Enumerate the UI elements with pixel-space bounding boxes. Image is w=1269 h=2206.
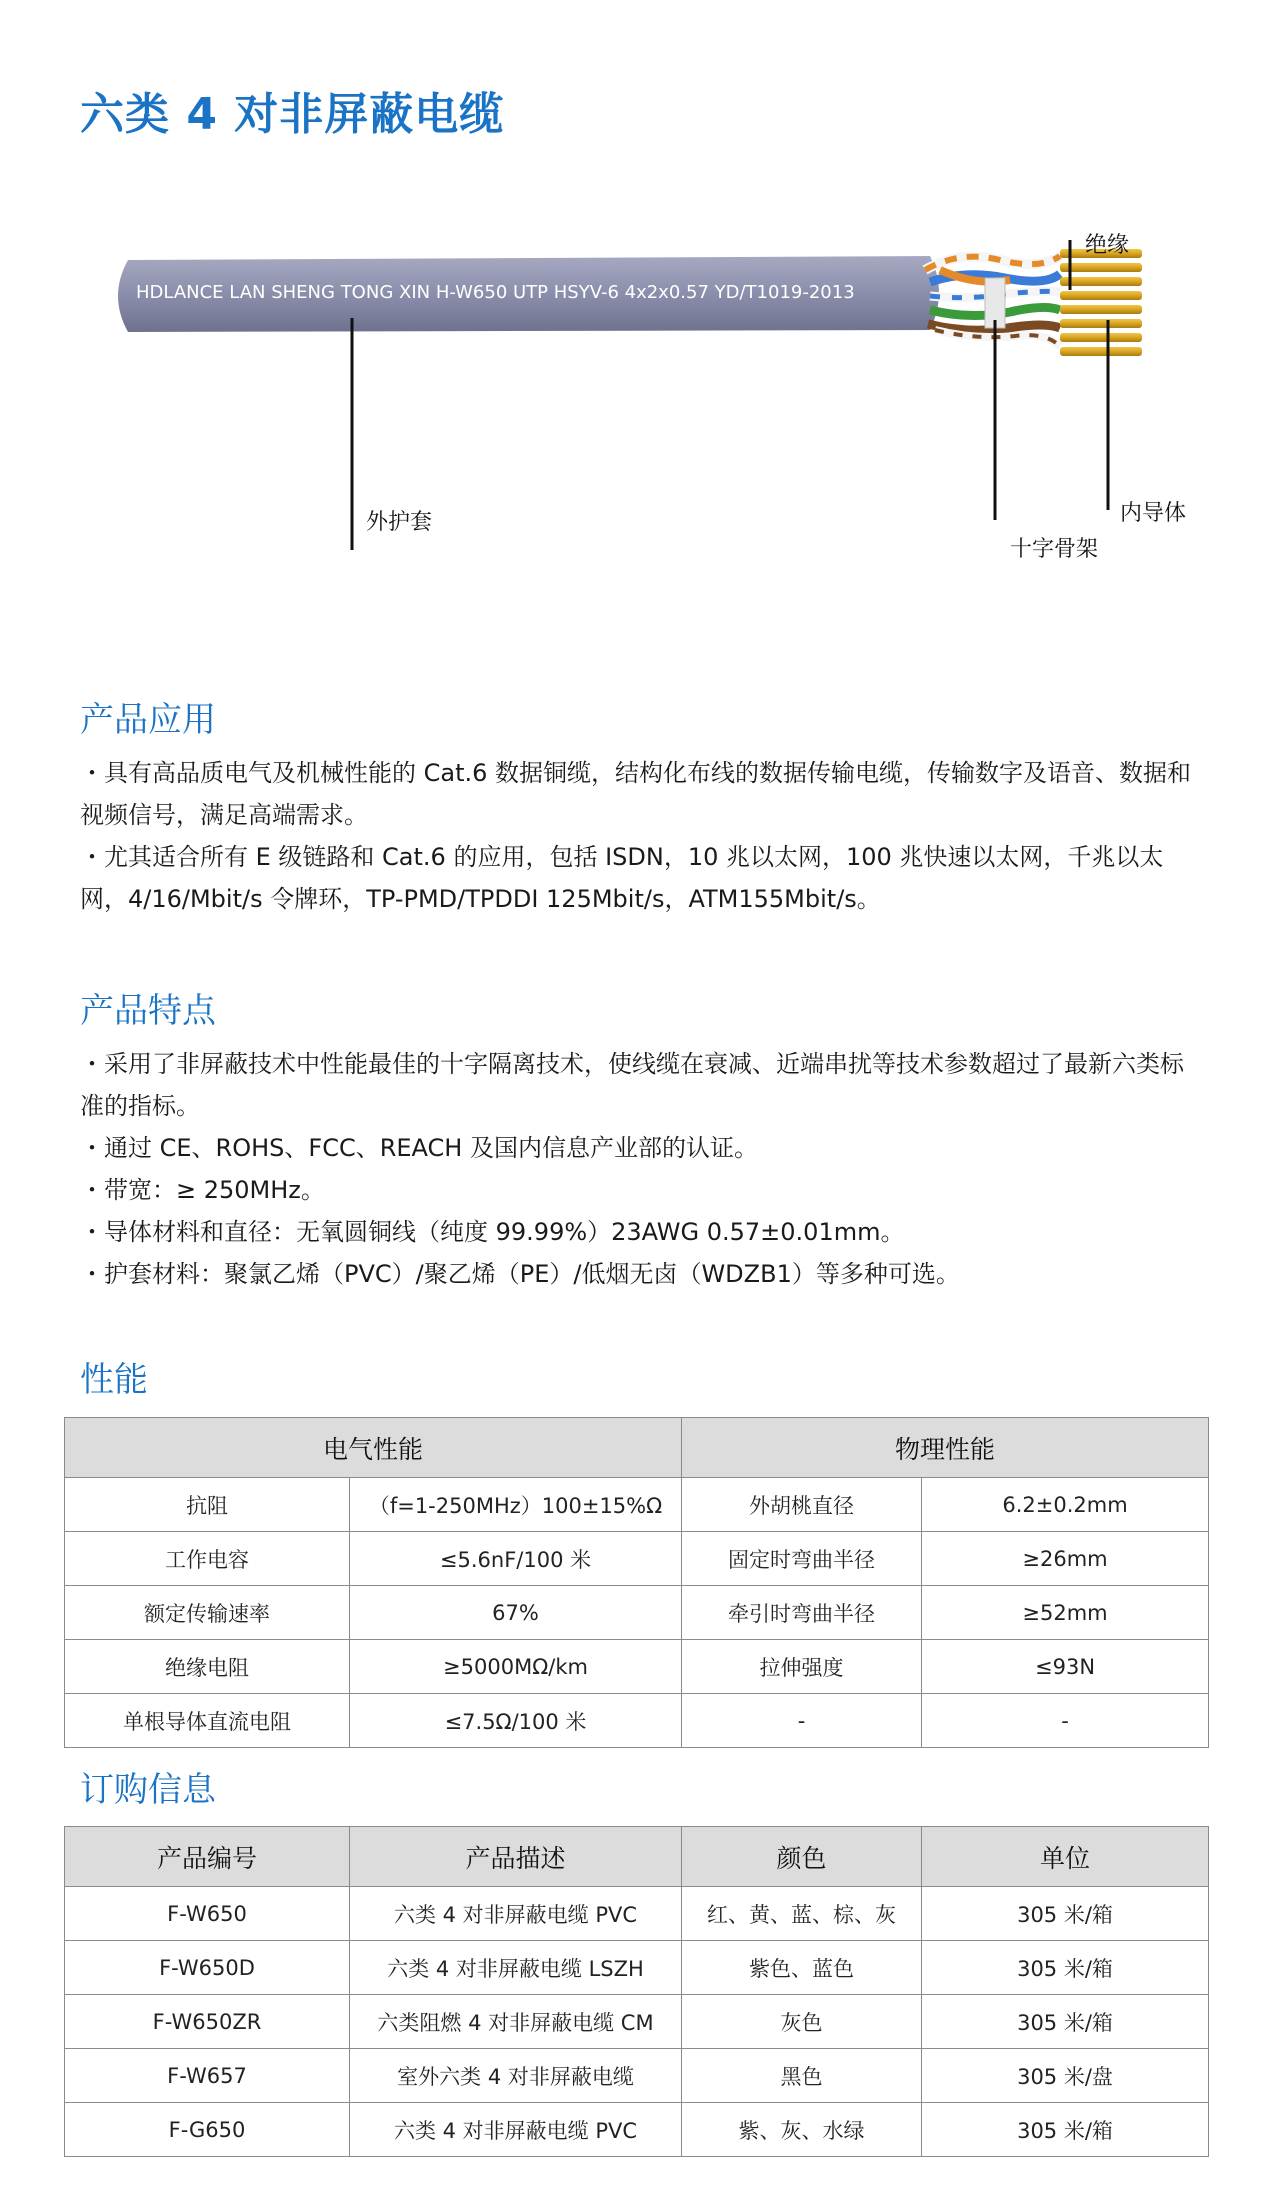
column-header: 颜色 <box>682 1827 922 1887</box>
table-cell: 牵引时弯曲半径 <box>682 1586 922 1640</box>
column-header: 单位 <box>922 1827 1209 1887</box>
features-text <box>80 1043 1200 1295</box>
table-row <box>65 1586 1209 1640</box>
cross-filler-label: 十字骨架 <box>1010 537 1099 562</box>
product-description: 六类 4 对非屏蔽电缆 PVC <box>350 2103 682 2157</box>
conductors <box>1060 249 1142 356</box>
product-code: F-W650D <box>65 1941 350 1995</box>
product-color: 红、黄、蓝、棕、灰 <box>682 1887 922 1941</box>
table-cell: 6.2±0.2mm <box>922 1478 1209 1532</box>
table-row <box>65 2049 1209 2103</box>
table-cell: - <box>682 1694 922 1748</box>
table-row <box>65 1941 1209 1995</box>
table-cell: 额定传输速率 <box>65 1586 350 1640</box>
table-cell: 绝缘电阻 <box>65 1640 350 1694</box>
product-unit: 305 米/盘 <box>922 2049 1209 2103</box>
table-row <box>65 1995 1209 2049</box>
product-unit: 305 米/箱 <box>922 2103 1209 2157</box>
product-unit: 305 米/箱 <box>922 1887 1209 1941</box>
product-unit: 305 米/箱 <box>922 1941 1209 1995</box>
table-row <box>65 1640 1209 1694</box>
performance-table <box>64 1417 1209 1748</box>
table-cell: （f=1-250MHz）100±15%Ω <box>350 1478 682 1532</box>
application-heading: 产品应用 <box>80 700 216 740</box>
feature-line: ・护套材料：聚氯乙烯（PVC）/聚乙烯（PE）/低烟无卤（WDZB1）等多种可选。 <box>80 1260 960 1288</box>
product-description: 六类 4 对非屏蔽电缆 LSZH <box>350 1941 682 1995</box>
product-description: 六类 4 对非屏蔽电缆 PVC <box>350 1887 682 1941</box>
table-cell: ≥5000MΩ/km <box>350 1640 682 1694</box>
product-code: F-W650 <box>65 1887 350 1941</box>
table-cell: ≤5.6nF/100 米 <box>350 1532 682 1586</box>
column-header: 产品编号 <box>65 1827 350 1887</box>
product-description: 室外六类 4 对非屏蔽电缆 <box>350 2049 682 2103</box>
physical-header: 物理性能 <box>682 1418 1209 1478</box>
table-cell: 抗阻 <box>65 1478 350 1532</box>
table-cell: ≤7.5Ω/100 米 <box>350 1694 682 1748</box>
electrical-header: 电气性能 <box>65 1418 682 1478</box>
insulation-label: 绝缘 <box>1085 233 1130 258</box>
table-row <box>65 1478 1209 1532</box>
table-cell: 固定时弯曲半径 <box>682 1532 922 1586</box>
ordering-table <box>64 1826 1209 2157</box>
cable-diagram <box>0 200 1269 600</box>
table-row <box>65 2103 1209 2157</box>
table-cell: 67% <box>350 1586 682 1640</box>
performance-header-row <box>65 1418 1209 1478</box>
table-cell: ≥26mm <box>922 1532 1209 1586</box>
conductor-label: 内导体 <box>1120 501 1187 526</box>
table-cell: 工作电容 <box>65 1532 350 1586</box>
product-color: 紫、灰、水绿 <box>682 2103 922 2157</box>
column-header: 产品描述 <box>350 1827 682 1887</box>
product-unit: 305 米/箱 <box>922 1995 1209 2049</box>
product-color: 黑色 <box>682 2049 922 2103</box>
product-code: F-G650 <box>65 2103 350 2157</box>
table-cell: 拉伸强度 <box>682 1640 922 1694</box>
table-cell: 单根导体直流电阻 <box>65 1694 350 1748</box>
feature-line: ・带宽：≥ 250MHz。 <box>80 1176 325 1204</box>
feature-line: ・通过 CE、ROHS、FCC、REACH 及国内信息产业部的认证。 <box>80 1134 758 1162</box>
ordering-heading: 订购信息 <box>80 1770 216 1810</box>
table-row <box>65 1532 1209 1586</box>
application-line: ・具有高品质电气及机械性能的 Cat.6 数据铜缆，结构化布线的数据传输电缆，传输数字及语音、数据和视频信号，满足高端需求。 <box>80 759 1192 829</box>
table-cell: ≥52mm <box>922 1586 1209 1640</box>
feature-line: ・采用了非屏蔽技术中性能最佳的十字隔离技术，使线缆在衰减、近端串扰等技术参数超过了最新六类标准的指标。 <box>80 1050 1184 1120</box>
product-code: F-W657 <box>65 2049 350 2103</box>
application-text <box>80 752 1200 920</box>
table-row <box>65 1887 1209 1941</box>
table-cell: - <box>922 1694 1209 1748</box>
product-color: 紫色、蓝色 <box>682 1941 922 1995</box>
table-cell: 外胡桃直径 <box>682 1478 922 1532</box>
table-cell: ≤93N <box>922 1640 1209 1694</box>
product-description: 六类阻燃 4 对非屏蔽电缆 CM <box>350 1995 682 2049</box>
features-heading: 产品特点 <box>80 991 216 1031</box>
performance-heading: 性能 <box>80 1360 148 1400</box>
jacket-label: 外护套 <box>366 510 433 535</box>
application-line: ・尤其适合所有 E 级链路和 Cat.6 的应用，包括 ISDN，10 兆以太网，100 兆快速以太网，千兆以太网，4/16/Mbit/s 令牌环，TP-PMD/TPDDI 125Mbit/s，ATM155Mbit/s。 <box>80 843 1164 913</box>
product-code: F-W650ZR <box>65 1995 350 2049</box>
table-row <box>65 1694 1209 1748</box>
ordering-header-row <box>65 1827 1209 1887</box>
feature-line: ・导体材料和直径：无氧圆铜线（纯度 99.99%）23AWG 0.57±0.01mm。 <box>80 1218 905 1246</box>
product-color: 灰色 <box>682 1995 922 2049</box>
cable-print-text: HDLANCE LAN SHENG TONG XIN H-W650 UTP HSYV-6 4x2x0.57 YD/T1019-2013 <box>136 282 855 303</box>
page-title: 六类 4 对非屏蔽电缆 <box>80 89 505 140</box>
